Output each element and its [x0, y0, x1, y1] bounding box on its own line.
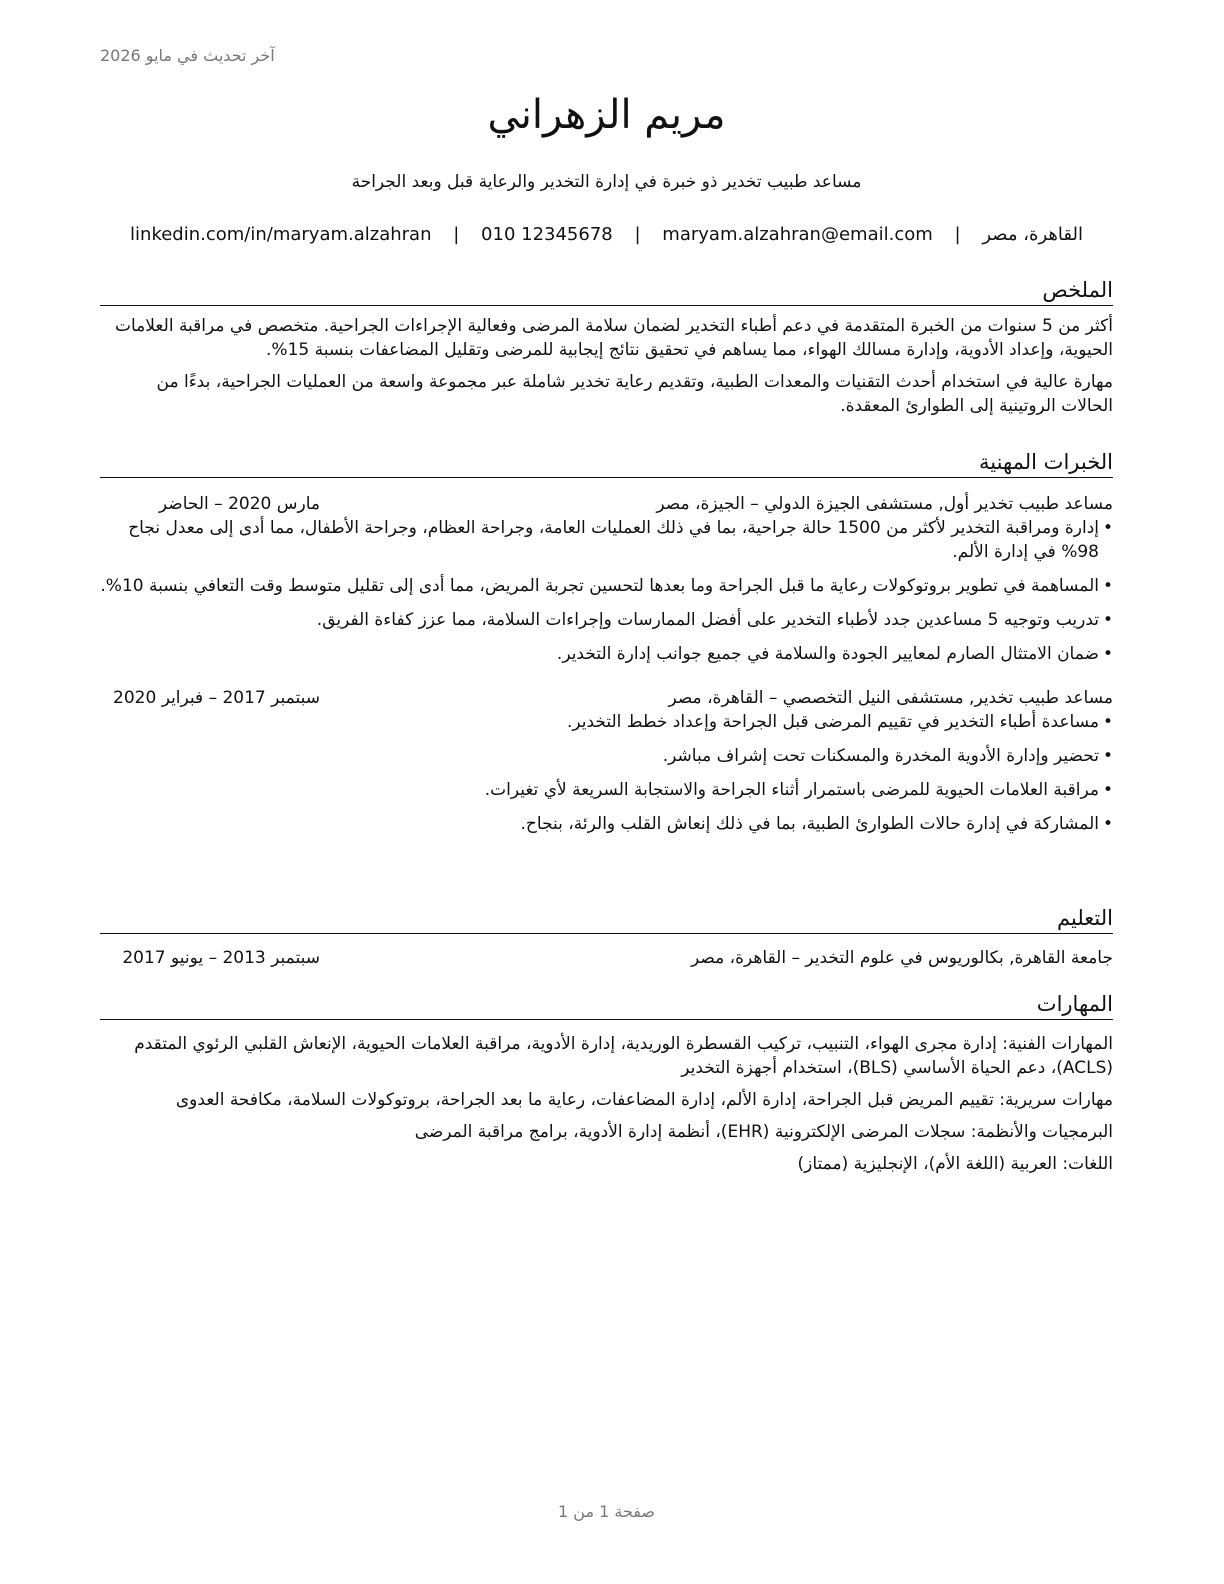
- skills-section: [100, 990, 1113, 1176]
- job-header: [100, 492, 1113, 516]
- job-header: [100, 686, 1113, 710]
- candidate-name: مريم الزهراني: [487, 92, 726, 138]
- job-entry: [100, 492, 1113, 666]
- job-bullet: • مساعدة أطباء التخدير في تقييم المرضى قبل الجراحة وإعداد خطط التخدير.: [100, 710, 1113, 734]
- job-dates: مارس 2020 – الحاضر: [158, 494, 320, 514]
- job-title-employer: مساعد طبيب تخدير, مستشفى النيل التخصصي – القاهرة، مصر: [668, 688, 1113, 708]
- job-bullets: [100, 710, 1113, 836]
- education-entry: [100, 946, 1113, 970]
- summary-section: [100, 276, 1113, 418]
- skills-line-languages: اللغات: العربية (اللغة الأم)، الإنجليزية (ممتاز): [797, 1154, 1113, 1174]
- job-bullet: • تدريب وتوجيه 5 مساعدين جدد لأطباء التخدير على أفضل الممارسات وإجراءات السلامة، مما عزز كفاءة الفريق.: [100, 608, 1113, 632]
- last-updated-note: آخر تحديث في مايو 2026: [100, 46, 275, 65]
- contact-location: القاهرة، مصر: [982, 224, 1083, 245]
- job-bullet: • المساهمة في تطوير بروتوكولات رعاية ما قبل الجراحة وما بعدها لتحسين تجربة المريض، مما أدى إلى تقليل متوسط وقت التعافي بنسبة 10%.: [100, 574, 1113, 598]
- contact-line: [100, 224, 1113, 245]
- job-bullet: • تحضير وإدارة الأدوية المخدرة والمسكنات تحت إشراف مباشر.: [100, 744, 1113, 768]
- job-bullet: • إدارة ومراقبة التخدير لأكثر من 1500 حالة جراحية، بما في ذلك العمليات العامة، وجراحة العظام، وجراحة الأطفال، مما أدى إلى معدل نجاح 98% في إدارة الألم.: [100, 516, 1113, 564]
- education-dates: سبتمبر 2013 – يونيو 2017: [122, 948, 320, 968]
- job-entry: [100, 686, 1113, 836]
- contact-separator: |: [634, 224, 641, 245]
- summary-paragraph: مهارة عالية في استخدام أحدث التقنيات والمعدات الطبية، وتقديم رعاية تخدير شاملة عبر مجموعة واسعة من العمليات الجراحية، بدءًا من الحالات الروتينية إلى الطوارئ المعقدة.: [156, 372, 1113, 416]
- job-bullets: [100, 516, 1113, 666]
- skills-line-software: البرمجيات والأنظمة: سجلات المرضى الإلكترونية (EHR)، أنظمة إدارة الأدوية، برامج مراقبة المرضى: [414, 1122, 1113, 1142]
- skills-title: المهارات: [100, 990, 1113, 1020]
- education-institution-degree: جامعة القاهرة, بكالوريوس في علوم التخدير – القاهرة، مصر: [691, 948, 1113, 968]
- education-section: [100, 904, 1113, 970]
- candidate-headline: مساعد طبيب تخدير ذو خبرة في إدارة التخدير والرعاية قبل وبعد الجراحة: [351, 172, 862, 192]
- experience-section: [100, 448, 1113, 836]
- skills-line-technical: المهارات الفنية: إدارة مجرى الهواء، التنبيب، تركيب القسطرة الوريدية، إدارة الأدوية، مراقبة العلامات الحيوية، الإنعاش القلبي الرئوي المتقدم (ACLS)، دعم الحياة الأساسي (BLS)، استخدام أجهزة التخدير: [134, 1034, 1113, 1078]
- page-number-footer: صفحة 1 من 1: [558, 1502, 655, 1521]
- education-title: التعليم: [100, 904, 1113, 934]
- contact-email-link[interactable]: maryam.alzahran@email.com: [662, 224, 933, 245]
- contact-phone: 010 12345678: [481, 224, 613, 245]
- contact-separator: |: [954, 224, 961, 245]
- resume-page: [100, 0, 1113, 1584]
- skills-line-clinical: مهارات سريرية: تقييم المريض قبل الجراحة، إدارة الألم، إدارة المضاعفات، رعاية ما بعد الجراحة، بروتوكولات السلامة، مكافحة العدوى: [175, 1090, 1113, 1110]
- summary-paragraph: أكثر من 5 سنوات من الخبرة المتقدمة في دعم أطباء التخدير لضمان سلامة المرضى وفعالية الإجراءات الجراحية. متخصص في مراقبة العلامات الحيوية، وإعداد الأدوية، وإدارة مسالك الهواء، مما يساهم في تحقيق نتائج إيجابية للمرضى وتقليل المضاعفات بنسبة 15%.: [115, 316, 1113, 360]
- job-bullet: • مراقبة العلامات الحيوية للمرضى باستمرار أثناء الجراحة والاستجابة السريعة لأي تغيرات.: [100, 778, 1113, 802]
- contact-separator: |: [453, 224, 460, 245]
- job-dates: سبتمبر 2017 – فبراير 2020: [113, 688, 320, 708]
- summary-title: الملخص: [100, 276, 1113, 306]
- job-title-employer: مساعد طبيب تخدير أول, مستشفى الجيزة الدولي – الجيزة، مصر: [656, 494, 1113, 514]
- job-bullet: • ضمان الامتثال الصارم لمعايير الجودة والسلامة في جميع جوانب إدارة التخدير.: [100, 642, 1113, 666]
- experience-title: الخبرات المهنية: [100, 448, 1113, 478]
- contact-linkedin-link[interactable]: linkedin.com/in/maryam.alzahran: [130, 224, 432, 245]
- job-bullet: • المشاركة في إدارة حالات الطوارئ الطبية، بما في ذلك إنعاش القلب والرئة، بنجاح.: [100, 812, 1113, 836]
